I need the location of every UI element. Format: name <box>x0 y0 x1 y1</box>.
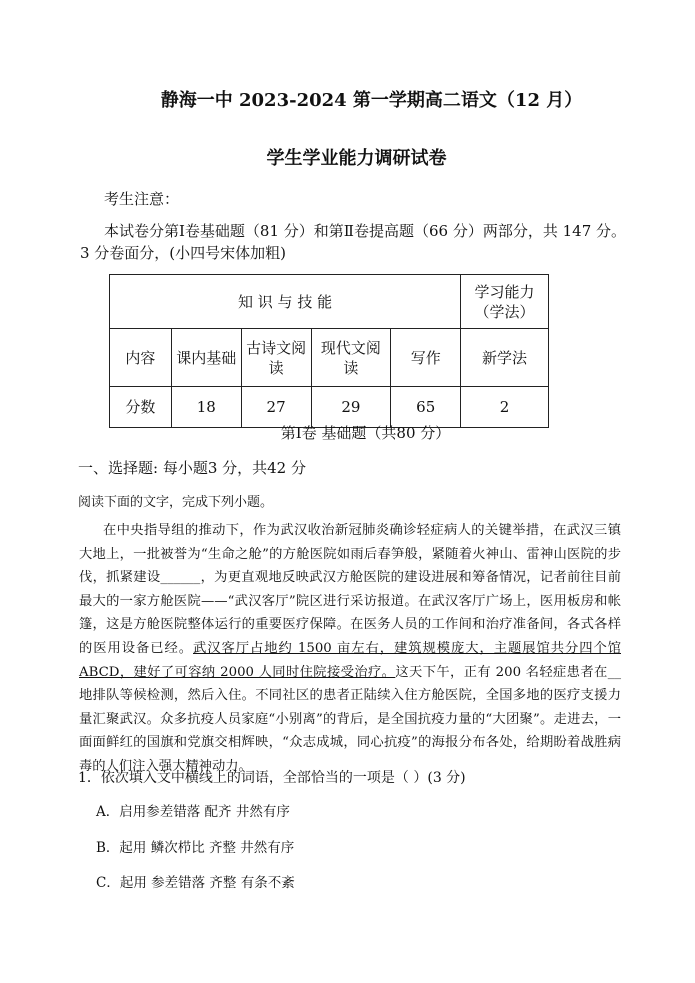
table-header-row <box>110 275 549 329</box>
section-heading: 一、选择题: 每小题3 分，共42 分 <box>78 459 306 477</box>
option-b: B．起用 鳞次栉比 齐整 井然有序 <box>96 840 295 856</box>
notice-body: 本试卷分第Ⅰ卷基础题（81 分）和第Ⅱ卷提高题（66 分）两部分，共 147 分。3 分卷面分，(小四号宋体加粗) <box>80 222 626 262</box>
notice-heading: 考生注意： <box>104 190 180 208</box>
passage-part1: 在中央指导组的推动下，作为武汉收治新冠肺炎确诊轻症病人的关键举措，在武汉三镇大地上，一批被誉为“生命之舱”的方舱医院如雨后春笋般，紧随着火神山、雷神山医院的步伐，抓紧建设______，为更直观地反映武汉方舱医院的建设进展和筹备情况，记者前往目前最大的一家方舱医院——“武汉客厅”院区进行采访报道。在武汉客厅广场上，医用板房和帐篷，这是方舱医院整体运行的重要医疗保障。在医务人员的工作间和治疗准备间，各式各样的医用设备已经。 <box>79 523 621 656</box>
col-modern-reading: 现代文阅读 <box>311 329 391 387</box>
col-writing: 写作 <box>391 329 461 387</box>
exam-title: 静海一中 2023-2024 第一学期高二语文（12 月） <box>160 90 583 111</box>
score-cell: 65 <box>391 387 461 428</box>
col-in-class-basics: 课内基础 <box>171 329 241 387</box>
reading-passage <box>79 519 621 779</box>
score-cell: 27 <box>241 387 311 428</box>
score-cell: 18 <box>171 387 241 428</box>
passage-part2: 这天下午，正有 200 名轻症患者在__地排队等候检测，然后入住。不同社区的患者正陆续入住方舱医院，全国多地的医疗支援力量汇聚武汉。众多抗疫人员家庭“小别离”的背后，是全国抗疫力量的“大团聚”。走进去，一面面鲜红的国旗和党旗交相辉映，“众志成城，同心抗疫”的海报分布各处，给期盼着战胜病毒的人们注入强大精神动力。 <box>79 664 621 774</box>
passage-underlined-sentence: 武汉客厅占地约 1500 亩左右，建筑规模庞大，主题展馆共分四个馆 ABCD，建好了可容纳 2000 人同时住院接受治疗。 <box>79 640 621 680</box>
content-label: 内容 <box>110 329 172 387</box>
learning-ability-header: 学习能力（学法） <box>461 275 549 329</box>
col-new-method: 新学法 <box>461 329 549 387</box>
table-content-row <box>110 329 549 387</box>
exam-subtitle: 学生学业能力调研试卷 <box>266 148 447 169</box>
score-cell: 29 <box>311 387 391 428</box>
volume-title: 第Ⅰ卷 基础题（共80 分） <box>280 424 451 442</box>
option-c: C．起用 参差错落 齐整 有条不紊 <box>96 875 295 891</box>
question-1-stem: 1．依次填入文中横线上的词语，全部恰当的一项是（ ）(3 分) <box>78 770 466 786</box>
knowledge-skills-header: 知 识 与 技 能 <box>110 275 461 329</box>
option-a: A．启用参差错落 配齐 井然有序 <box>96 804 290 820</box>
col-classical-reading: 古诗文阅读 <box>241 329 311 387</box>
score-label: 分数 <box>110 387 172 428</box>
reading-instruction: 阅读下面的文字，完成下列小题。 <box>78 495 274 510</box>
score-table <box>109 274 549 428</box>
score-cell: 2 <box>461 387 549 428</box>
